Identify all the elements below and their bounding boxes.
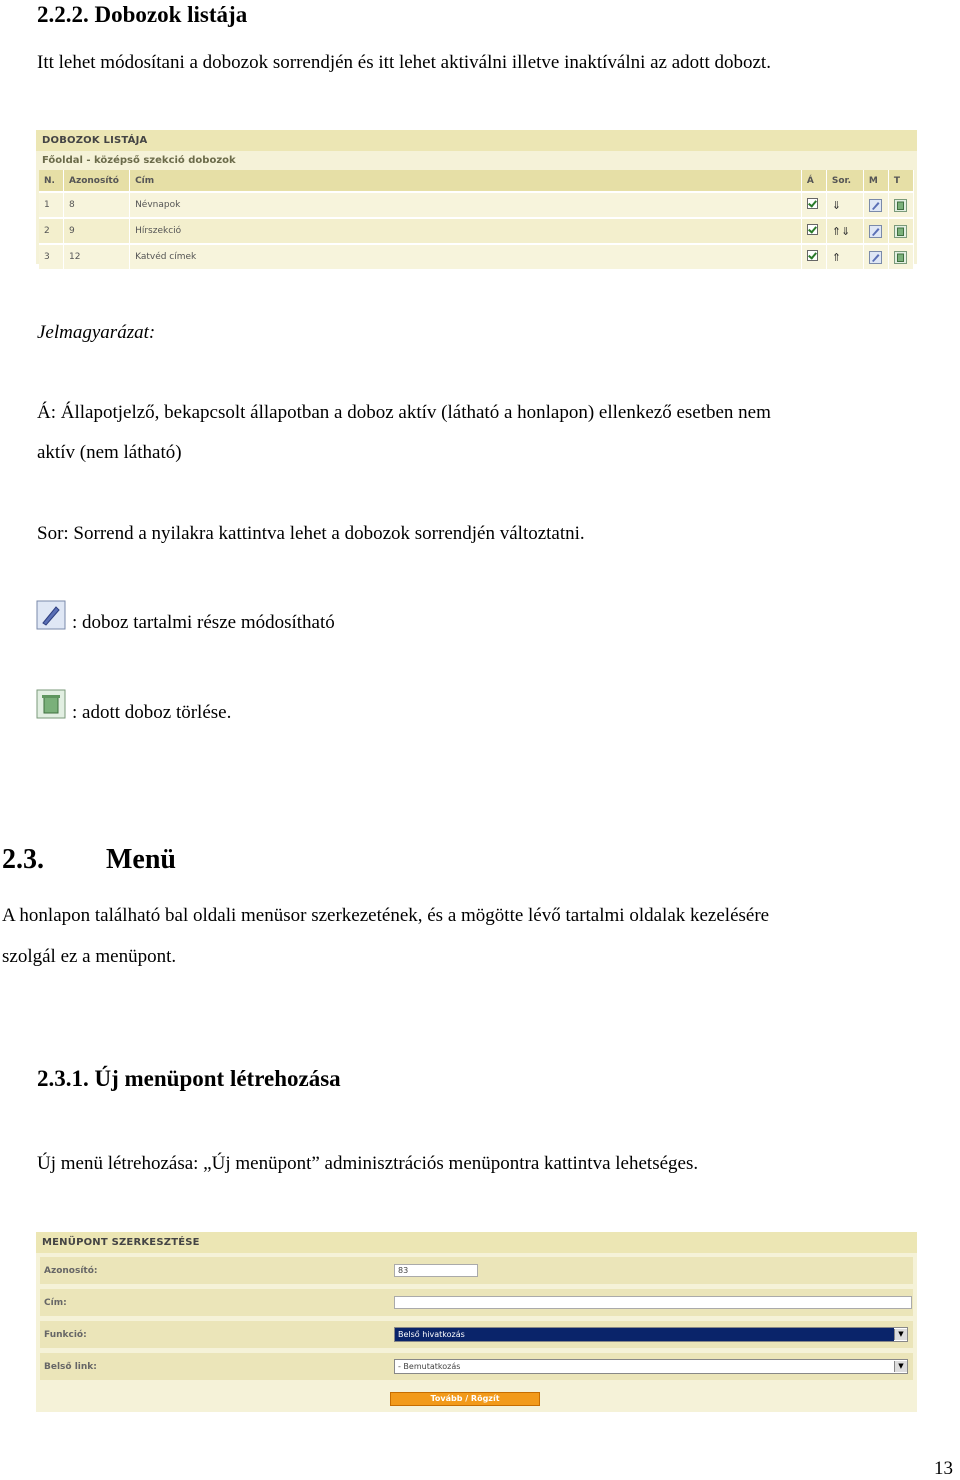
panel-title: DOBOZOK LISTÁJA	[36, 130, 917, 151]
row-number: 1	[39, 192, 64, 218]
section3-text: Új menü létrehozása: „Új menüpont” adminisztrációs menüpontra kattintva lehetséges.	[37, 1153, 699, 1174]
col-header: Azonosító	[64, 170, 130, 192]
id-label: Azonosító:	[44, 1265, 98, 1276]
chevron-down-icon[interactable]: ▼	[894, 1329, 907, 1340]
legend-a-line1: Á: Állapotjelző, bekapcsolt állapotban a doboz aktív (látható a honlapon) ellenkező esetben nem	[37, 402, 771, 423]
delete-icon[interactable]	[894, 225, 907, 238]
chevron-down-icon[interactable]: ▼	[894, 1361, 907, 1372]
section-intro: Itt lehet módosítani a dobozok sorrendjén és itt lehet aktiválni illetve inaktíválni az adott dobozt.	[37, 52, 771, 73]
edit-icon[interactable]	[869, 251, 882, 264]
function-select-value: Belső hivatkozás	[395, 1328, 894, 1341]
edit-icon[interactable]	[869, 225, 882, 238]
table-row	[39, 192, 914, 218]
active-checkbox[interactable]	[807, 250, 818, 261]
row-title: Katvéd címek	[130, 244, 802, 269]
row-id: 8	[64, 192, 130, 218]
col-header: M	[863, 170, 888, 192]
title-label: Cím:	[44, 1297, 67, 1308]
boxes-table	[39, 170, 914, 269]
active-checkbox[interactable]	[807, 224, 818, 235]
menu-edit-panel	[36, 1232, 917, 1412]
panel-subtitle: Főoldal - középső szekció dobozok	[42, 155, 236, 166]
link-label: Belső link:	[44, 1361, 97, 1372]
table-row	[39, 244, 914, 269]
legend-edit: : doboz tartalmi része módosítható	[72, 612, 335, 633]
delete-icon[interactable]	[894, 199, 907, 212]
section-heading-new-menu: 2.3.1. Új menüpont létrehozása	[37, 1066, 341, 1091]
row-title: Névnapok	[130, 192, 802, 218]
legend-a-line2: aktív (nem látható)	[37, 442, 182, 463]
sort-arrows[interactable]: ⇑	[831, 250, 842, 264]
section-heading-menu: Menü	[106, 844, 176, 875]
table-row	[39, 218, 914, 244]
delete-icon[interactable]	[894, 251, 907, 264]
panel-title: MENÜPONT SZERKESZTÉSE	[36, 1232, 917, 1253]
col-header: Cím	[130, 170, 802, 192]
sort-arrows[interactable]: ⇓	[831, 198, 842, 212]
row-id: 12	[64, 244, 130, 269]
legend-delete: : adott doboz törlése.	[72, 702, 232, 723]
link-select[interactable]	[394, 1359, 908, 1374]
row-number: 3	[39, 244, 64, 269]
section-heading-dobozok: 2.2.2. Dobozok listája	[37, 2, 248, 27]
section2-line1: A honlapon található bal oldali menüsor szerkezetének, és a mögötte lévő tartalmi oldalak kezelésére	[2, 905, 770, 926]
form-row-link	[40, 1353, 913, 1380]
form-row-title	[40, 1289, 913, 1316]
col-header: N.	[39, 170, 64, 192]
row-number: 2	[39, 218, 64, 244]
col-header: T	[888, 170, 913, 192]
legend-title: Jelmagyarázat:	[37, 322, 156, 343]
legend-sor: Sor: Sorrend a nyilakra kattintva lehet a dobozok sorrendjén változtatni.	[37, 523, 585, 544]
title-field[interactable]	[394, 1296, 912, 1309]
delete-icon	[36, 689, 66, 719]
form-row-function	[40, 1321, 913, 1348]
edit-icon	[36, 600, 66, 630]
col-header: Á	[801, 170, 826, 192]
col-header: Sor.	[826, 170, 863, 192]
function-select[interactable]	[394, 1327, 908, 1342]
function-label: Funkció:	[44, 1329, 87, 1340]
edit-icon[interactable]	[869, 199, 882, 212]
section-heading-number: 2.3.	[2, 844, 44, 875]
sort-arrows[interactable]: ⇑⇓	[831, 224, 851, 238]
boxes-list-panel	[36, 130, 917, 264]
id-field[interactable]: 83	[394, 1264, 478, 1277]
link-select-value: - Bemutatkozás	[398, 1362, 461, 1371]
active-checkbox[interactable]	[807, 198, 818, 209]
form-row-id	[40, 1257, 913, 1284]
row-title: Hírszekció	[130, 218, 802, 244]
section2-line2: szolgál ez a menüpont.	[2, 946, 177, 967]
submit-button[interactable]: Tovább / Rögzít	[390, 1392, 540, 1406]
page-number: 13	[934, 1458, 953, 1479]
row-id: 9	[64, 218, 130, 244]
